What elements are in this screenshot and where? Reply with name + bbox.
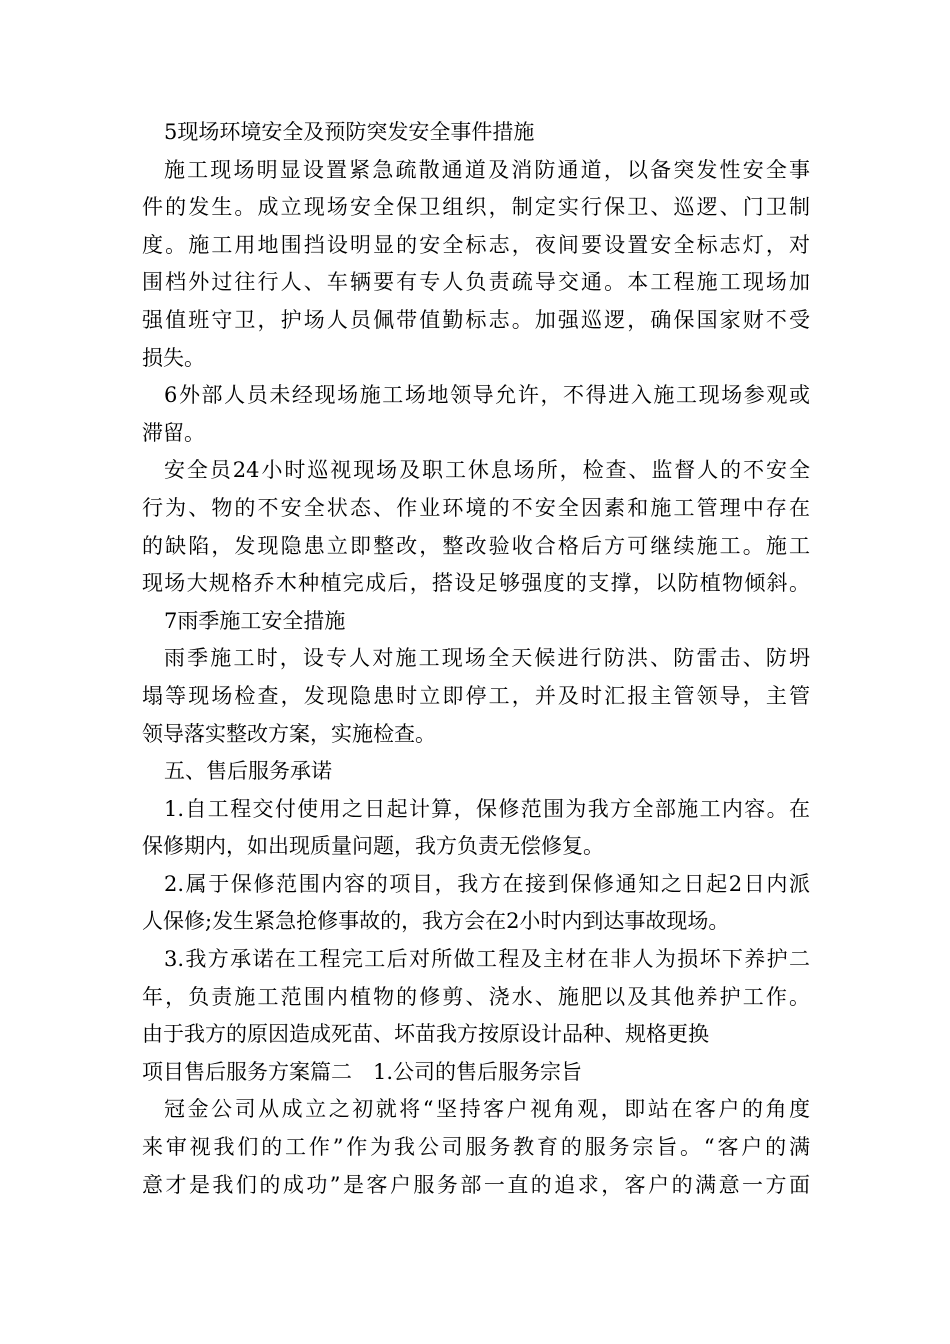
list-item-2: 2.属于保修范围内容的项目，我方在接到保修通知之日起2日内派 — [164, 871, 810, 896]
section-heading-part-two: 项目售后服务方案篇二 1.公司的售后服务宗旨 — [142, 1059, 583, 1084]
list-item-1: 1.自工程交付使用之日起计算，保修范围为我方全部施工内容。在 — [164, 796, 810, 821]
paragraph-line: 强值班守卫，护场人员佩带值勤标志。加强巡逻，确保国家财不受 — [142, 307, 810, 332]
paragraph-line: 雨季施工时，设专人对施工现场全天候进行防洪、防雷击、防坍 — [164, 646, 810, 671]
paragraph-line: 围档外过往行人、车辆要有专人负责疏导交通。本工程施工现场加 — [142, 270, 810, 295]
paragraph-line: 意才是我们的成功”是客户服务部一直的追求，客户的满意一方面 — [142, 1172, 810, 1197]
paragraph-line: 行为、物的不安全状态、作业环境的不安全因素和施工管理中存在 — [142, 495, 810, 520]
paragraph-line: 来审视我们的工作”作为我公司服务教育的服务宗旨。“客户的满 — [142, 1135, 810, 1160]
paragraph-line: 的缺陷，发现隐患立即整改，整改验收合格后方可继续施工。施工 — [142, 533, 810, 558]
paragraph-line: 安全员24小时巡视现场及职工休息场所，检查、监督人的不安全 — [164, 458, 810, 483]
paragraph-line: 滞留。 — [142, 420, 205, 445]
paragraph-line: 年，负责施工范围内植物的修剪、浇水、施肥以及其他养护工作。 — [142, 984, 810, 1009]
paragraph-line: 领导落实整改方案，实施检查。 — [142, 721, 436, 746]
paragraph-line: 损失。 — [142, 345, 205, 370]
section-heading-5: 5现场环境安全及预防突发安全事件措施 — [164, 120, 535, 144]
paragraph-line: 塌等现场检查，发现隐患时立即停工，并及时汇报主管领导，主管 — [142, 683, 810, 708]
paragraph-line: 冠金公司从成立之初就将“坚持客户视角观，即站在客户的角度 — [164, 1097, 810, 1122]
paragraph-line: 由于我方的原因造成死苗、坏苗我方按原设计品种、规格更换 — [142, 1022, 709, 1047]
paragraph-line: 件的发生。成立现场安全保卫组织，制定实行保卫、巡逻、门卫制 — [142, 195, 810, 220]
paragraph-line: 人保修;发生紧急抢修事故的，我方会在2小时内到达事故现场。 — [142, 909, 730, 934]
paragraph-line: 现场大规格乔木种植完成后，搭设足够强度的支撑，以防植物倾斜。 — [142, 571, 810, 596]
paragraph-line: 施工现场明显设置紧急疏散通道及消防通道，以备突发性安全事 — [164, 157, 810, 182]
paragraph-line: 度。施工用地围挡设明显的安全标志，夜间要设置安全标志灯，对 — [142, 232, 810, 257]
document-body — [142, 114, 810, 1204]
paragraph-line: 保修期内，如出现质量问题，我方负责无偿修复。 — [142, 834, 604, 859]
list-item-3: 3.我方承诺在工程完工后对所做工程及主材在非人为损坏下养护二 — [164, 947, 810, 972]
section-heading-7: 7雨季施工安全措施 — [164, 608, 346, 633]
section-heading-6: 6外部人员未经现场施工场地领导允许，不得进入施工现场参观或 — [164, 383, 810, 408]
section-heading-after-sales: 五、售后服务承诺 — [164, 759, 332, 784]
